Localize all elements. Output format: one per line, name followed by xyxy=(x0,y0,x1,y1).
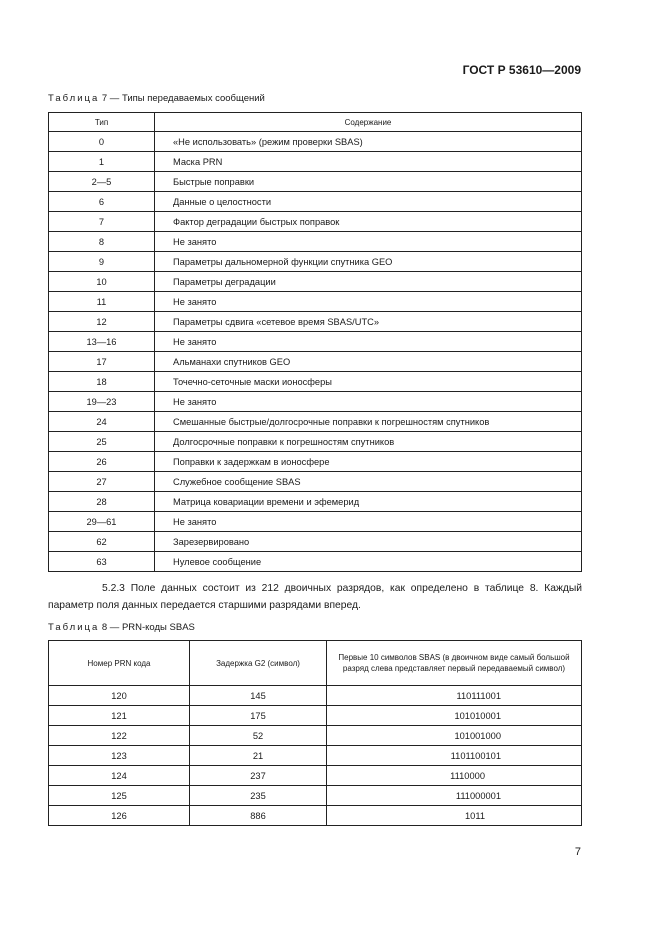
table-row xyxy=(49,412,582,432)
cell-g2-delay: 21 xyxy=(190,746,327,766)
message-types-table xyxy=(48,112,582,572)
cell-content: Нулевое сообщение xyxy=(155,552,582,572)
table-row xyxy=(49,192,582,212)
table-row xyxy=(49,746,582,766)
cell-type: 19—23 xyxy=(49,392,155,412)
table-row xyxy=(49,532,582,552)
cell-content: Точечно-сеточные маски ионосферы xyxy=(155,372,582,392)
cell-first-symbols: 110111001 xyxy=(327,686,582,706)
cell-prn: 121 xyxy=(49,706,190,726)
cell-type: 13—16 xyxy=(49,332,155,352)
document-header: ГОСТ Р 53610—2009 xyxy=(462,63,581,77)
table-row xyxy=(49,372,582,392)
table-header-row xyxy=(49,113,582,132)
cell-content: Зарезервировано xyxy=(155,532,582,552)
cell-content: Фактор деградации быстрых поправок xyxy=(155,212,582,232)
cell-type: 8 xyxy=(49,232,155,252)
cell-prn: 122 xyxy=(49,726,190,746)
table-row xyxy=(49,392,582,412)
column-header-first-symbols: Первые 10 символов SBAS (в двоичном виде самый большой разряд слева представляет первый передаваемый символ) xyxy=(327,641,582,686)
cell-first-symbols: 1110000 xyxy=(327,766,582,786)
cell-type: 25 xyxy=(49,432,155,452)
cell-type: 63 xyxy=(49,552,155,572)
cell-type: 11 xyxy=(49,292,155,312)
cell-content: Данные о целостности xyxy=(155,192,582,212)
table-row xyxy=(49,786,582,806)
table-row xyxy=(49,312,582,332)
cell-content: Поправки к задержкам в ионосфере xyxy=(155,452,582,472)
paragraph-5-2-3: 5.2.3 Поле данных состоит из 212 двоичных разрядов, как определено в таблице 8. Каждый параметр поля данных передается старшими разрядами вперед. xyxy=(48,583,582,611)
cell-content: Параметры дальномерной функции спутника GEO xyxy=(155,252,582,272)
table-row xyxy=(49,552,582,572)
cell-content: Не занято xyxy=(155,392,582,412)
cell-first-symbols: 101001000 xyxy=(327,726,582,746)
table-row xyxy=(49,152,582,172)
cell-g2-delay: 886 xyxy=(190,806,327,826)
cell-type: 17 xyxy=(49,352,155,372)
cell-type: 24 xyxy=(49,412,155,432)
cell-g2-delay: 237 xyxy=(190,766,327,786)
column-header-g2-delay: Задержка G2 (символ) xyxy=(190,641,327,686)
cell-prn: 120 xyxy=(49,686,190,706)
table8-caption-title: 8 — PRN-коды SBAS xyxy=(99,622,195,633)
cell-prn: 123 xyxy=(49,746,190,766)
cell-content: Не занято xyxy=(155,292,582,312)
cell-content: Не занято xyxy=(155,512,582,532)
table-row xyxy=(49,726,582,746)
table-header-row xyxy=(49,641,582,686)
cell-prn: 125 xyxy=(49,786,190,806)
table-row xyxy=(49,452,582,472)
cell-content: Маска PRN xyxy=(155,152,582,172)
table-row xyxy=(49,212,582,232)
cell-content: Не занято xyxy=(155,232,582,252)
table-row xyxy=(49,472,582,492)
cell-type: 12 xyxy=(49,312,155,332)
cell-content: Матрица ковариации времени и эфемерид xyxy=(155,492,582,512)
table-row xyxy=(49,352,582,372)
cell-type: 28 xyxy=(49,492,155,512)
table-row xyxy=(49,252,582,272)
table8-caption xyxy=(48,622,195,633)
table-row xyxy=(49,172,582,192)
table7-caption xyxy=(48,93,265,104)
cell-type: 2—5 xyxy=(49,172,155,192)
column-header-prn: Номер PRN кода xyxy=(49,641,190,686)
cell-content: «Не использовать» (режим проверки SBAS) xyxy=(155,132,582,152)
cell-content: Параметры деградации xyxy=(155,272,582,292)
cell-type: 0 xyxy=(49,132,155,152)
table-row xyxy=(49,492,582,512)
cell-type: 29—61 xyxy=(49,512,155,532)
cell-content: Не занято xyxy=(155,332,582,352)
cell-type: 10 xyxy=(49,272,155,292)
page-number: 7 xyxy=(574,846,581,858)
cell-first-symbols: 1011 xyxy=(327,806,582,826)
cell-g2-delay: 175 xyxy=(190,706,327,726)
table-row xyxy=(49,132,582,152)
cell-first-symbols: 1101100101 xyxy=(327,746,582,766)
column-header-type: Тип xyxy=(49,113,155,132)
cell-first-symbols: 111000001 xyxy=(327,786,582,806)
cell-type: 26 xyxy=(49,452,155,472)
table-row xyxy=(49,706,582,726)
cell-content: Быстрые поправки xyxy=(155,172,582,192)
table-row xyxy=(49,332,582,352)
table-row xyxy=(49,232,582,252)
cell-content: Служебное сообщение SBAS xyxy=(155,472,582,492)
cell-content: Долгосрочные поправки к погрешностям спутников xyxy=(155,432,582,452)
table-row xyxy=(49,512,582,532)
cell-content: Альманахи спутников GEO xyxy=(155,352,582,372)
table8-caption-prefix: Таблица xyxy=(48,622,100,633)
prn-codes-table xyxy=(48,640,582,826)
cell-content: Параметры сдвига «сетевое время SBAS/UTC» xyxy=(155,312,582,332)
table-row xyxy=(49,806,582,826)
cell-type: 62 xyxy=(49,532,155,552)
table-row xyxy=(49,272,582,292)
cell-type: 6 xyxy=(49,192,155,212)
cell-g2-delay: 52 xyxy=(190,726,327,746)
cell-g2-delay: 145 xyxy=(190,686,327,706)
table-row xyxy=(49,292,582,312)
cell-g2-delay: 235 xyxy=(190,786,327,806)
table-row xyxy=(49,766,582,786)
table7-caption-title: 7 — Типы передаваемых сообщений xyxy=(99,93,265,104)
cell-type: 27 xyxy=(49,472,155,492)
column-header-content: Содержание xyxy=(155,113,582,132)
table-row xyxy=(49,686,582,706)
table-row xyxy=(49,432,582,452)
cell-type: 7 xyxy=(49,212,155,232)
cell-type: 1 xyxy=(49,152,155,172)
cell-prn: 126 xyxy=(49,806,190,826)
cell-prn: 124 xyxy=(49,766,190,786)
table7-caption-prefix: Таблица xyxy=(48,93,100,104)
cell-type: 9 xyxy=(49,252,155,272)
cell-content: Смешанные быстрые/долгосрочные поправки к погрешностям спутников xyxy=(155,412,582,432)
cell-first-symbols: 101010001 xyxy=(327,706,582,726)
cell-type: 18 xyxy=(49,372,155,392)
